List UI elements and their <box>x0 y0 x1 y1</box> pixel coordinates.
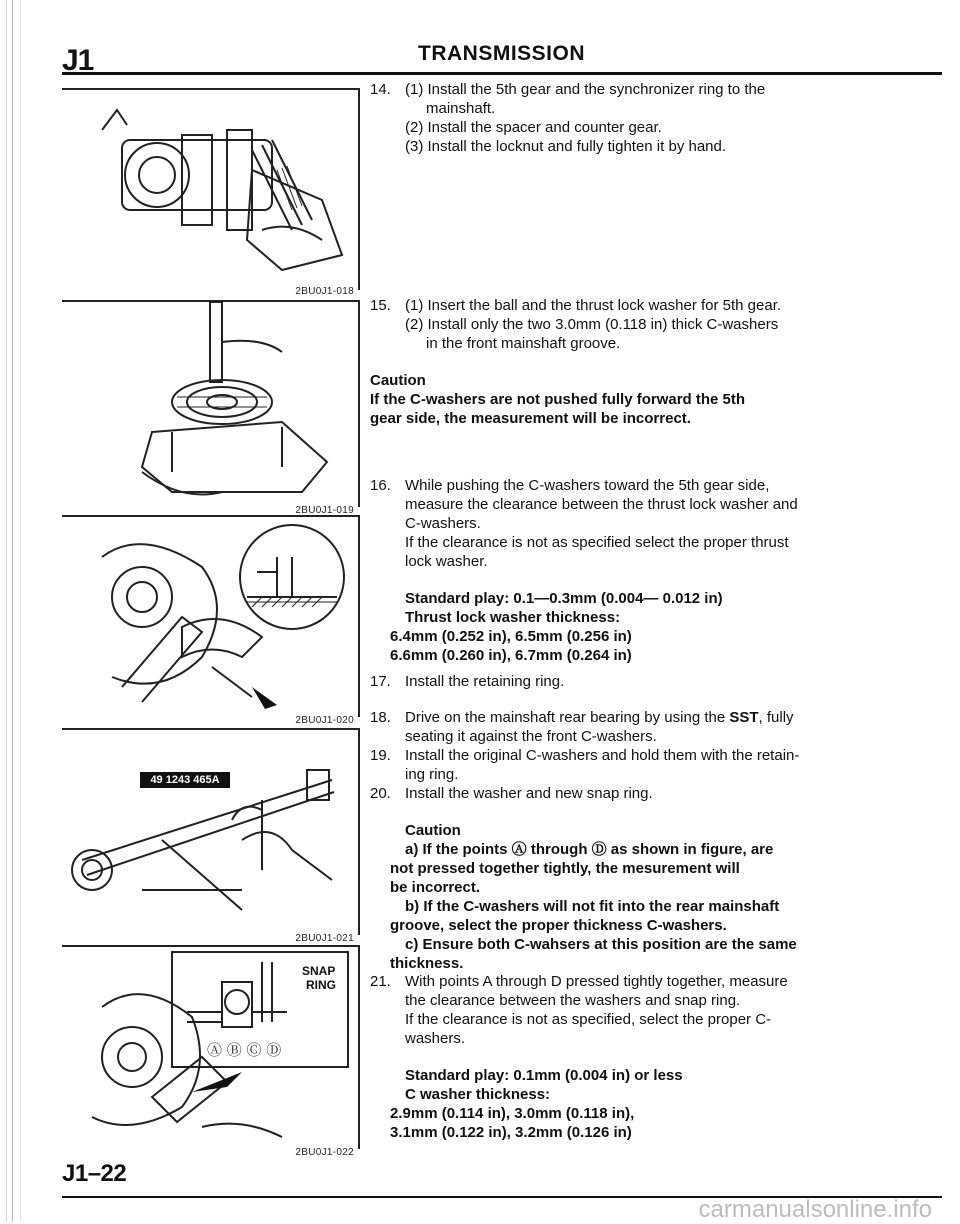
step-text: Install the original C-washers and hold them with the retain- <box>405 747 800 764</box>
spec-value: 6.4mm (0.252 in), 6.5mm (0.256 in) <box>390 628 632 645</box>
step-text: seating it against the front C-washers. <box>405 728 657 745</box>
step-20 <box>370 784 930 973</box>
spec-value: 6.6mm (0.260 in), 6.7mm (0.264 in) <box>390 647 632 664</box>
caution-text: not pressed together tightly, the mesurement will <box>390 860 740 877</box>
spec-value: 2.9mm (0.114 in), 3.0mm (0.118 in), <box>390 1105 635 1122</box>
step-15 <box>370 296 930 428</box>
step-number: 16. <box>370 477 391 494</box>
ring-label: RING <box>306 978 336 992</box>
step-text: (2) Install only the two 3.0mm (0.118 in) thick C-washers <box>405 316 779 333</box>
spec-standard-play: Standard play: 0.1mm (0.004 in) or less <box>405 1067 683 1084</box>
snap-label: SNAP <box>302 964 336 978</box>
step-number: 20. <box>370 785 391 802</box>
thrust-washer-illustration <box>62 302 358 502</box>
figure-code: 2BU0J1-018 <box>295 286 354 297</box>
caution-heading: Caution <box>405 822 461 839</box>
step-16 <box>370 476 930 665</box>
step-text: Install the washer and new snap ring. <box>405 785 653 802</box>
step-text: measure the clearance between the thrust lock washer and <box>405 496 798 513</box>
step-number: 19. <box>370 747 391 764</box>
figure-code: 2BU0J1-020 <box>295 715 354 726</box>
spec-standard-play: Standard play: 0.1—0.3mm (0.004— 0.012 in) <box>405 590 723 607</box>
step-text: (2) Install the spacer and counter gear. <box>405 119 662 136</box>
step-text: mainshaft. <box>426 100 496 117</box>
step-19 <box>370 746 930 784</box>
step-text: washers. <box>405 1030 466 1047</box>
figure-022 <box>62 945 360 1158</box>
step-text: With points A through D pressed tightly together, measure <box>405 973 788 990</box>
step-text: ing ring. <box>405 766 459 783</box>
page-title: TRANSMISSION <box>418 42 586 65</box>
step-text: the clearance between the washers and snap ring. <box>405 992 741 1009</box>
caution-text: gear side, the measurement will be incorrect. <box>370 410 691 427</box>
sst-tool-label: 49 1243 465A <box>140 772 230 788</box>
step-text: C-washers. <box>405 515 481 532</box>
step-number: 18. <box>370 709 391 726</box>
figure-018 <box>62 88 360 297</box>
step-number: 21. <box>370 973 391 990</box>
caution-text: groove, select the proper thickness C-washers. <box>390 917 727 934</box>
watermark: carmanualsonline.info <box>698 1196 932 1223</box>
step-14 <box>370 80 930 156</box>
spec-value: 3.1mm (0.122 in), 3.2mm (0.126 in) <box>390 1124 632 1141</box>
page-number: J1–22 <box>62 1160 127 1187</box>
figure-code: 2BU0J1-019 <box>295 505 354 516</box>
figure-021 <box>62 728 360 944</box>
caution-text: If the C-washers are not pushed fully forward the 5th <box>370 391 746 408</box>
caution-text: a) If the points Ⓐ through Ⓓ as shown in figure, are <box>405 841 774 858</box>
step-21 <box>370 972 930 1142</box>
step-text: in the front mainshaft groove. <box>426 335 621 352</box>
caution-text: be incorrect. <box>390 879 481 896</box>
step-number: 15. <box>370 297 391 314</box>
step-text: , fully <box>758 709 794 726</box>
section-code: J1 <box>62 44 94 77</box>
sst-bearing-installer-illustration <box>62 730 358 930</box>
step-text: (1) Install the 5th gear and the synchronizer ring to the <box>405 81 766 98</box>
step-text: Install the retaining ring. <box>405 673 565 690</box>
step-text: lock washer. <box>405 553 488 570</box>
points-labels: Ⓐ Ⓑ Ⓒ Ⓓ <box>207 1041 282 1059</box>
step-text: While pushing the C-washers toward the 5th gear side, <box>405 477 770 494</box>
gear-assembly-illustration <box>62 90 358 286</box>
step-text: (3) Install the locknut and fully tighten it by hand. <box>405 138 727 155</box>
feeler-gauge-illustration <box>62 517 358 713</box>
caution-text: b) If the C-washers will not fit into the rear mainshaft <box>405 898 780 915</box>
header-rule <box>62 72 942 75</box>
step-text: (1) Insert the ball and the thrust lock washer for 5th gear. <box>405 297 782 314</box>
caution-text: thickness. <box>390 955 464 972</box>
snap-ring-clearance-illustration <box>62 947 358 1145</box>
figure-019 <box>62 300 360 516</box>
step-17 <box>370 672 930 691</box>
spec-heading: C washer thickness: <box>405 1086 551 1103</box>
step-text: Drive on the mainshaft rear bearing by using the <box>405 709 730 726</box>
figure-020 <box>62 515 360 726</box>
caution-text: c) Ensure both C-wahsers at this position are the same <box>405 936 797 953</box>
step-number: 14. <box>370 81 391 98</box>
spec-heading: Thrust lock washer thickness: <box>405 609 621 626</box>
step-18 <box>370 708 930 746</box>
page-binding-edge <box>0 0 52 1222</box>
sst-term: SST <box>729 709 759 726</box>
figure-code: 2BU0J1-021 <box>295 933 354 944</box>
figure-code: 2BU0J1-022 <box>295 1147 354 1158</box>
caution-heading: Caution <box>370 372 426 389</box>
step-number: 17. <box>370 673 391 690</box>
step-text: If the clearance is not as specified select the proper thrust <box>405 534 789 551</box>
step-text: If the clearance is not as specified, select the proper C- <box>405 1011 772 1028</box>
